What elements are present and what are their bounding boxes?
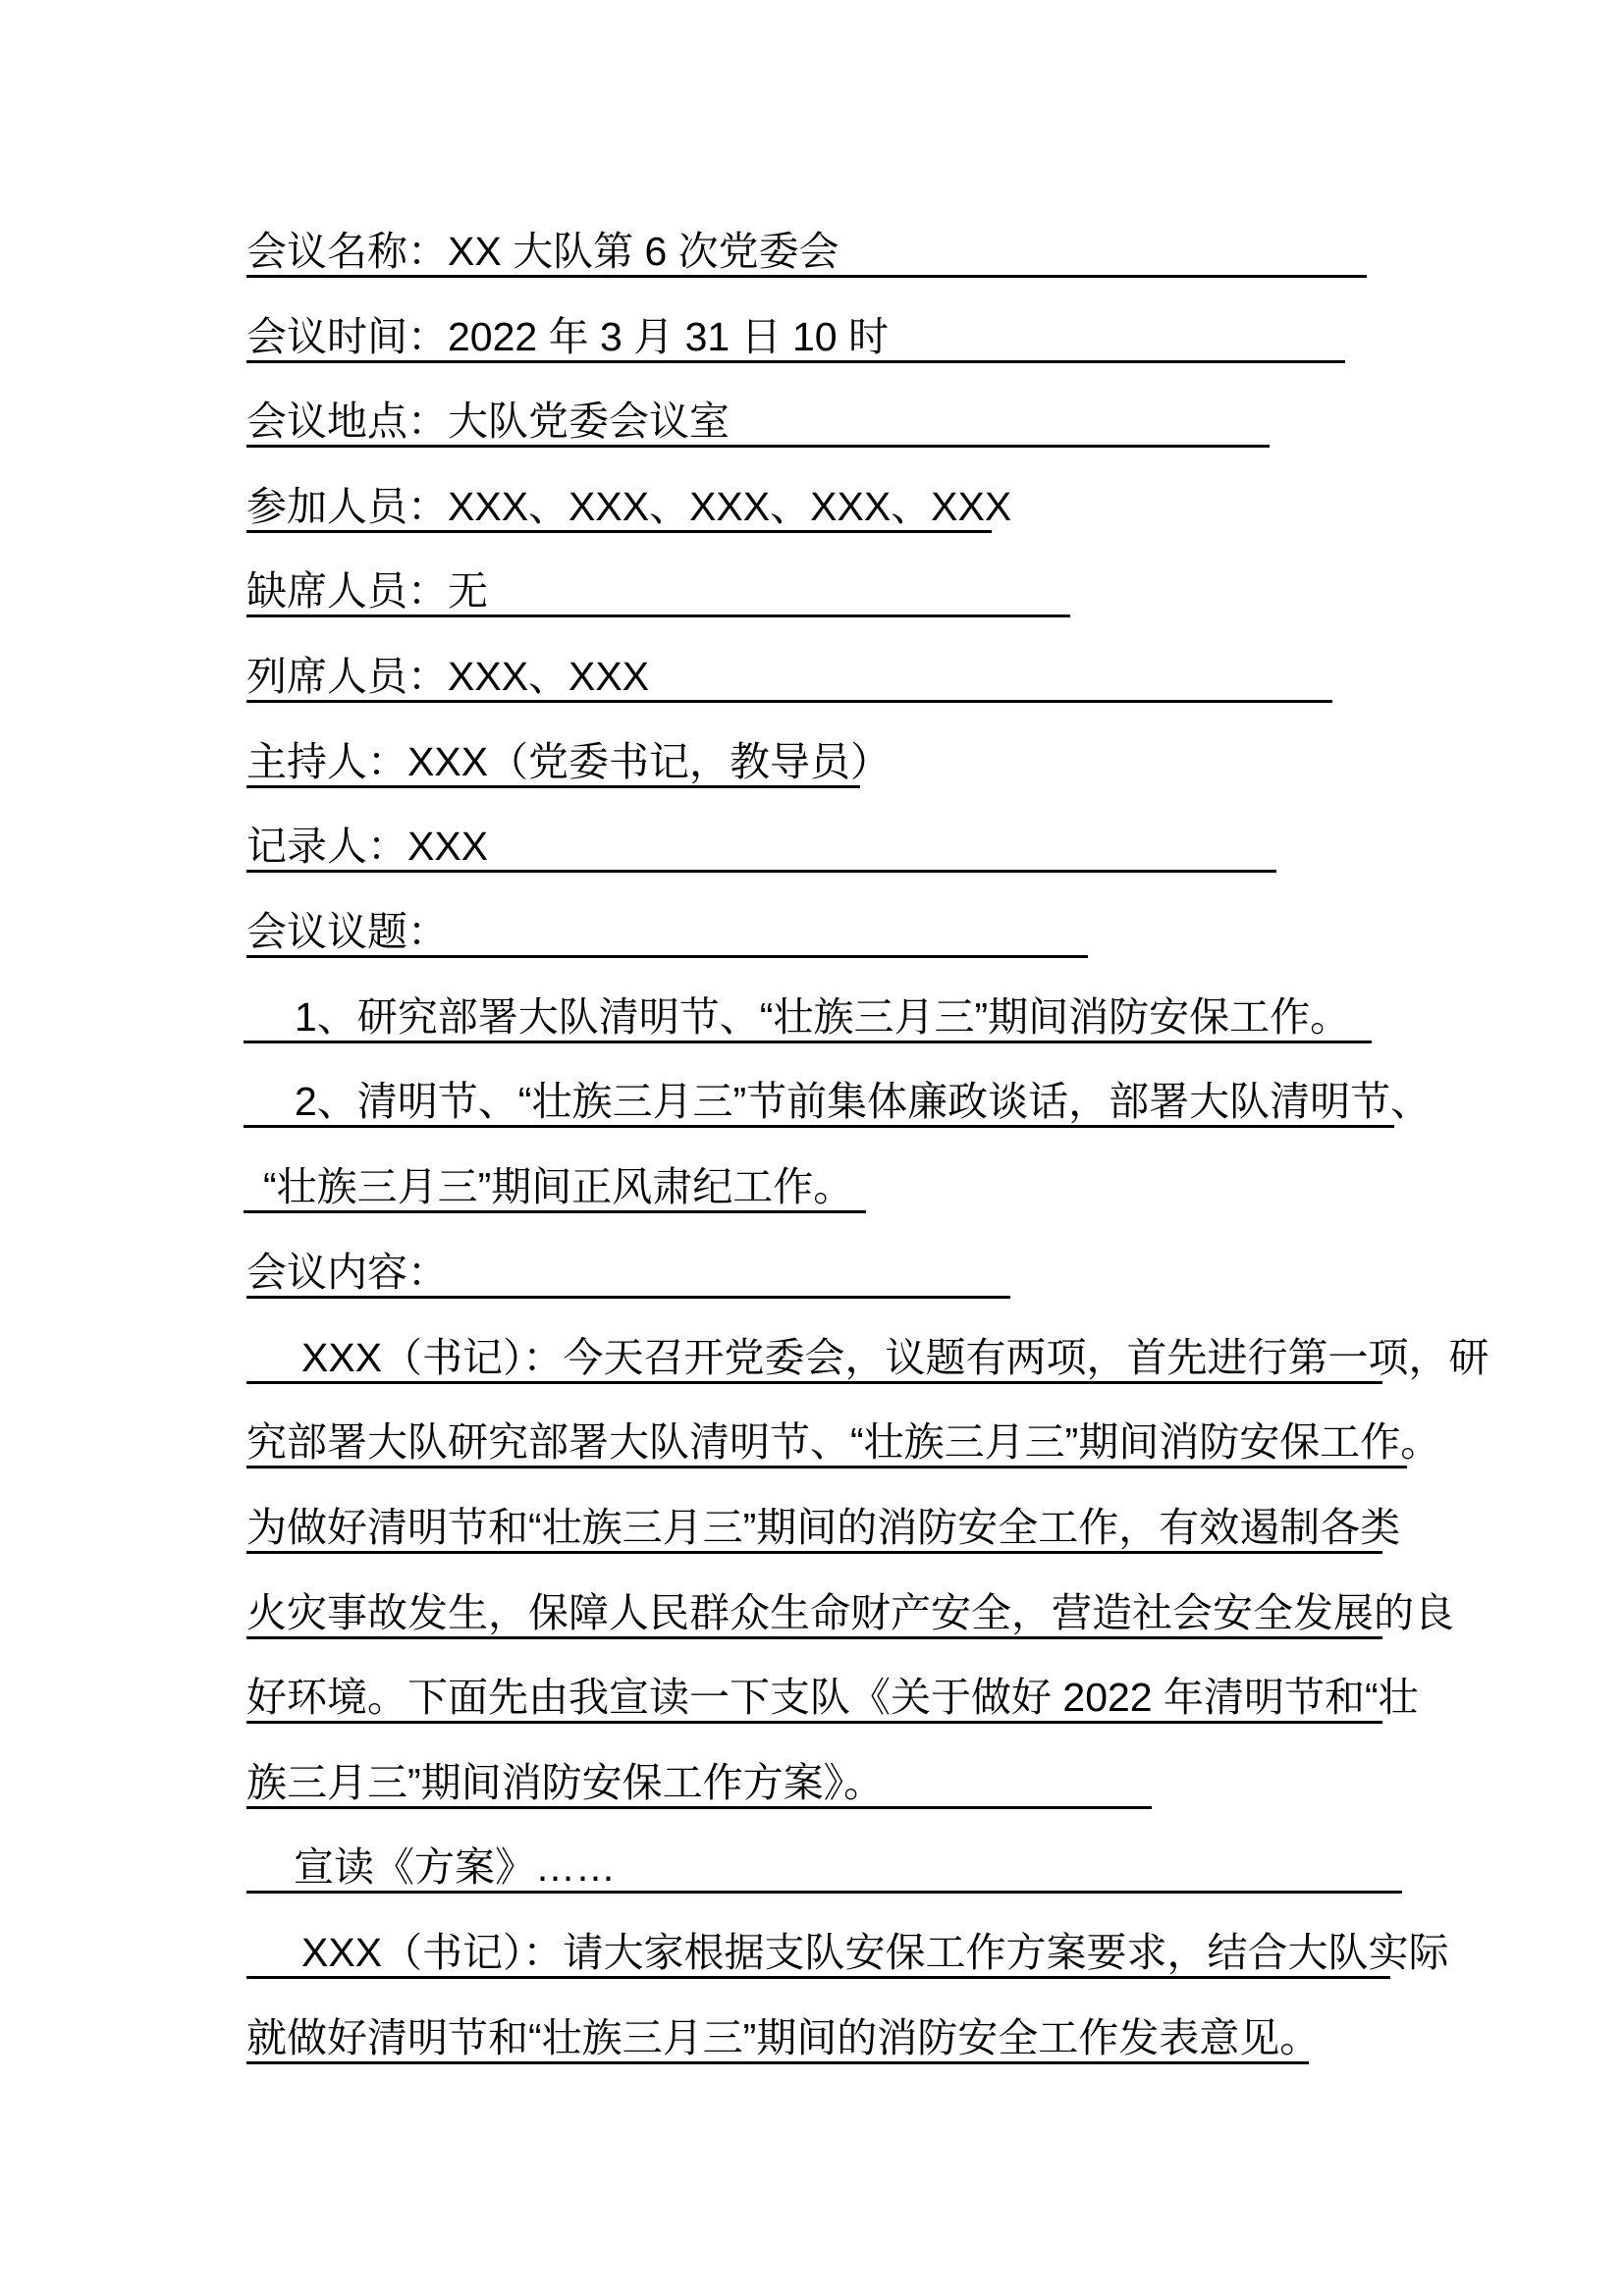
text-line-content: 1、研究部署大队清明节、“壮族三月三”期间消防安保工作。 (295, 993, 1351, 1040)
text-line-content: 究部署大队研究部署大队清明节、“壮族三月三”期间消防安保工作。 (246, 1418, 1441, 1465)
text-line (246, 1915, 1449, 1979)
text-line (246, 2001, 1321, 2064)
text-line-content: 会议议题： (246, 908, 448, 954)
text-line (246, 299, 1345, 363)
text-line (246, 1490, 1401, 1554)
text-line-content: 2、清明节、“壮族三月三”节前集体廉政谈话，部署大队清明节、 (295, 1078, 1432, 1124)
text-line (246, 1660, 1419, 1724)
text-line (244, 1149, 866, 1213)
text-line-content: 为做好清明节和“壮族三月三”期间的消防安全工作，有效遏制各类 (246, 1504, 1401, 1550)
text-line (244, 1064, 1432, 1128)
text-line-content: 会议地点：大队党委会议室 (246, 398, 730, 444)
text-line (246, 214, 1367, 278)
text-line-content: 会议内容： (246, 1249, 448, 1295)
text-line-content: 会议时间：2022 年 3 月 31 日 10 时 (246, 313, 889, 359)
text-line-content: 火灾事故发生，保障人民群众生命财产安全，营造社会安全发展的良 (246, 1589, 1454, 1635)
text-line (246, 894, 1088, 958)
text-line-content: 列席人员：XXX、XXX (246, 653, 650, 699)
text-line (246, 1320, 1489, 1384)
text-line-content: 好环境。下面先由我宣读一下支队《关于做好 2022 年清明节和“壮 (246, 1674, 1419, 1720)
text-line-content: 会议名称：XX 大队第 6 次党委会 (246, 228, 839, 274)
text-line-content: 就做好清明节和“壮族三月三”期间的消防安全工作发表意见。 (246, 2014, 1321, 2060)
text-line (246, 384, 1270, 448)
text-line-content: 记录人：XXX (246, 823, 489, 869)
text-line (246, 1575, 1454, 1639)
text-line-content: 主持人：XXX（党委书记，教导员） (246, 738, 892, 784)
text-line (246, 469, 1012, 533)
text-line (246, 639, 1332, 703)
text-line-content: 缺席人员：无 (246, 567, 488, 614)
text-line (246, 809, 1276, 873)
text-line (246, 1405, 1441, 1468)
text-line (246, 1235, 1010, 1299)
text-line (246, 554, 1070, 617)
text-line-content: XXX（书记）：请大家根据支队安保工作方案要求，结合大队实际 (301, 1929, 1449, 1975)
text-line (246, 1830, 1402, 1894)
text-line-content: 宣读《方案》…… (294, 1843, 616, 1890)
text-line-content: 族三月三”期间消防安保工作方案》。 (246, 1759, 885, 1805)
text-line (246, 724, 892, 788)
text-line-content: “壮族三月三”期间正风肃纪工作。 (263, 1163, 854, 1209)
text-line-content: XXX（书记）：今天召开党委会，议题有两项，首先进行第一项，研 (301, 1334, 1489, 1380)
text-line (246, 1745, 1152, 1809)
text-line (244, 980, 1372, 1043)
text-line-content: 参加人员：XXX、XXX、XXX、XXX、XXX (246, 483, 1012, 529)
